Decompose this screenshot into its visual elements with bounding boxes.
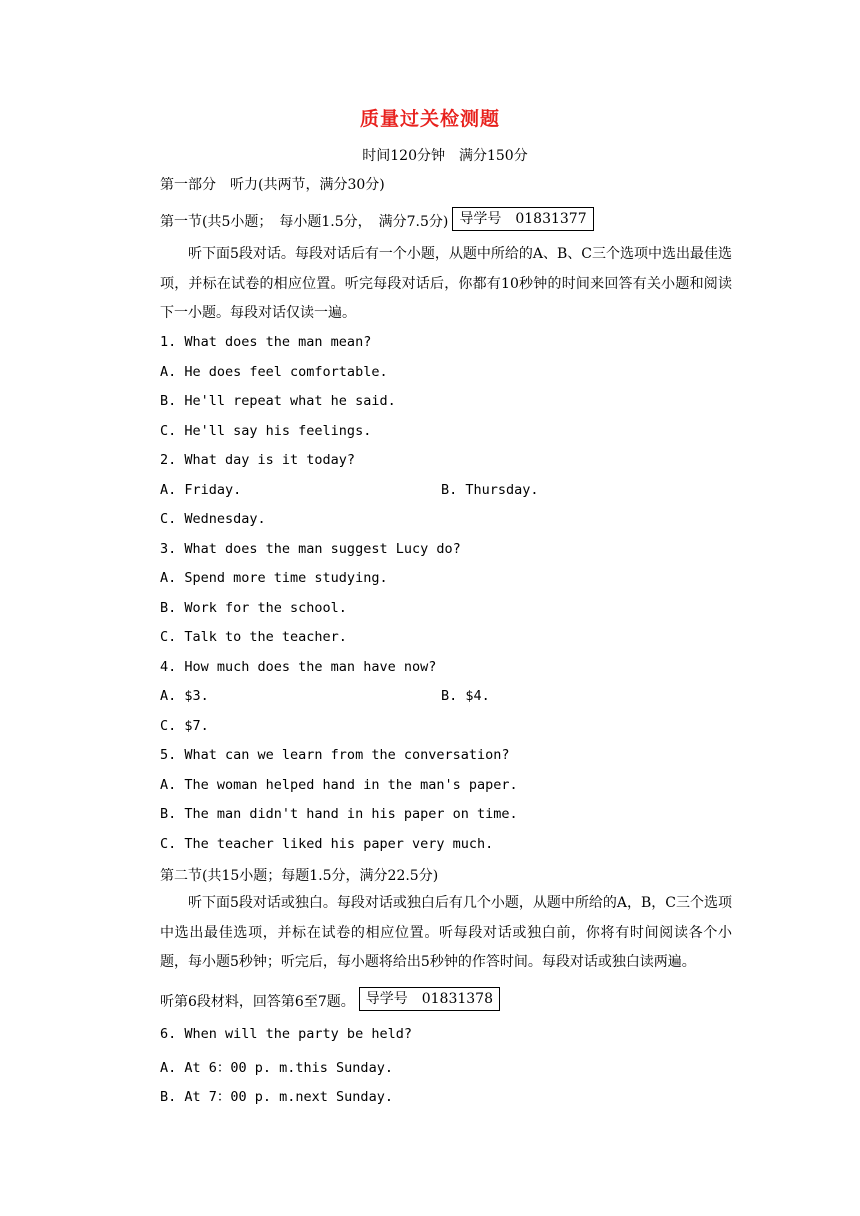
question-stem: 1. What does the man mean?: [160, 334, 372, 350]
option-a: A. At 6：00 p. m.this Sunday.: [160, 1060, 393, 1076]
option-a: A. The woman helped hand in the man's paper.: [160, 777, 518, 793]
section1-heading: 第一节(共5小题； 每小题1.5分， 满分7.5分): [160, 214, 449, 230]
option-b: B. Thursday.: [441, 482, 539, 498]
page-title: 质量过关检测题: [359, 108, 500, 130]
section1-instructions: 听下面5段对话。每段对话后有一个小题，从题中所给的A、B、C三个选项中选出最佳选项，并标在试卷的相应位置。听完每段对话后，你都有10秒钟的时间来回答有关小题和阅读下一小题。每段对话仅读一遍。: [160, 246, 733, 321]
option-c: C. $7.: [160, 718, 209, 734]
part1-heading: 第一部分 听力(共两节，满分30分): [160, 177, 385, 193]
option-c: C. Wednesday.: [160, 511, 266, 527]
option-b: B. At 7：00 p. m.next Sunday.: [160, 1089, 393, 1105]
exam-time-score: 时间120分钟 满分150分: [362, 148, 528, 164]
section2-instructions: 听下面5段对话或独白。每段对话或独白后有几个小题，从题中所给的A，B，C三个选项中选出最佳选项，并标在试卷的相应位置。听每段对话或独白前，你将有时间阅读各个小题，每小题5秒钟；听完后，每小题将给出5秒钟的作答时间。每段对话或独白读两遍。: [160, 895, 733, 970]
material-row: [160, 990, 500, 1014]
option-a: A. Friday.: [160, 482, 242, 498]
section2-heading: 第二节(共15小题；每题1.5分，满分22.5分): [160, 868, 439, 884]
question-stem: 4. How much does the man have now?: [160, 659, 437, 675]
option-a: A. Spend more time studying.: [160, 570, 388, 586]
option-c: C. He'll say his feelings.: [160, 423, 372, 439]
question-stem: 3. What does the man suggest Lucy do?: [160, 541, 461, 557]
option-c: C. Talk to the teacher.: [160, 629, 347, 645]
option-b: B. The man didn't hand in his paper on time.: [160, 806, 518, 822]
option-b: B. He'll repeat what he said.: [160, 393, 396, 409]
option-a: A. $3.: [160, 688, 209, 704]
section1-heading-row: [160, 210, 594, 234]
guide-number-box: 导学号 01831378: [359, 987, 500, 1011]
question-stem: 5. What can we learn from the conversation?: [160, 747, 510, 763]
option-a: A. He does feel comfortable.: [160, 364, 388, 380]
question-stem: 6. When will the party be held?: [160, 1026, 412, 1042]
guide-number-box: 导学号 01831377: [452, 207, 593, 231]
material-instruction: 听第6段材料，回答第6至7题。: [160, 994, 355, 1010]
option-b: B. Work for the school.: [160, 600, 347, 616]
question-stem: 2. What day is it today?: [160, 452, 356, 468]
option-c: C. The teacher liked his paper very much.: [160, 836, 494, 852]
option-b: B. $4.: [441, 688, 490, 704]
